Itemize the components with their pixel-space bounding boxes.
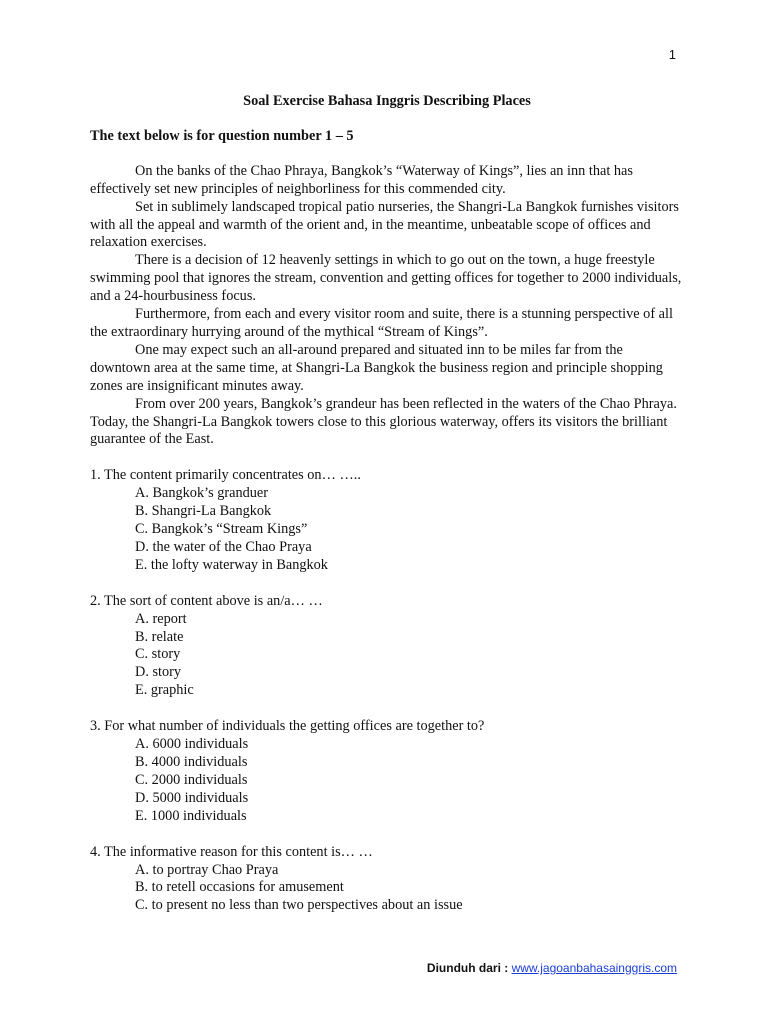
document-title: Soal Exercise Bahasa Inggris Describing Places <box>243 93 531 109</box>
answer-option: B. relate <box>135 628 184 645</box>
question-4 <box>90 844 684 916</box>
footer-label: Diunduh dari : <box>426 961 512 975</box>
answer-option: C. Bangkok’s “Stream Kings” <box>135 521 308 538</box>
section-subtitle: The text below is for question number 1 – 5 <box>90 127 354 144</box>
answer-option: B. Shangri-La Bangkok <box>135 503 272 520</box>
answer-options <box>90 862 684 916</box>
source-link[interactable]: www.jagoanbahasainggris.com <box>511 961 677 975</box>
passage-paragraph: From over 200 years, Bangkok’s grandeur has been reflected in the waters of the Chao Phraya. Today, the Shangri-La Bangkok towers close to this glorious waterway, offers its visitors the brilliant guarantee of the East. <box>90 395 677 448</box>
page-number: 1 <box>668 47 676 62</box>
answer-options <box>90 736 684 826</box>
passage-paragraph: There is a decision of 12 heavenly settings in which to go out on the town, a huge freestyle swimming pool that ignores the stream, convention and getting offices for together to 2000 individuals, and a 24-hourbusiness focus. <box>90 252 682 305</box>
answer-option: B. to retell occasions for amusement <box>135 879 344 896</box>
reading-passage <box>90 163 684 450</box>
page-footer <box>427 961 677 975</box>
answer-option: A. report <box>135 610 187 627</box>
question-text: 4. The informative reason for this content is… … <box>90 843 373 860</box>
document-body <box>90 93 684 915</box>
answer-option: E. the lofty waterway in Bangkok <box>135 556 328 573</box>
passage-paragraph: One may expect such an all-around prepared and situated inn to be miles far from the downtown area at the same time, at Shangri-La Bangkok the business region and principle shopping zones are insignificant minutes away. <box>90 341 663 394</box>
answer-option: E. 1000 individuals <box>135 807 247 824</box>
question-text: 3. For what number of individuals the getting offices are together to? <box>90 718 485 735</box>
question-text: 2. The sort of content above is an/a… … <box>90 592 323 609</box>
passage-paragraph: Furthermore, from each and every visitor room and suite, there is a stunning perspective of all the extraordinary hurrying around of the mythical “Stream of Kings”. <box>90 306 673 340</box>
passage-paragraph: On the banks of the Chao Phraya, Bangkok’s “Waterway of Kings”, lies an inn that has effectively set new principles of neighborliness for this commended city. <box>90 162 633 197</box>
answer-option: A. Bangkok’s granduer <box>135 485 269 502</box>
answer-option: B. 4000 individuals <box>135 754 248 770</box>
question-2 <box>90 593 684 700</box>
question-3 <box>90 718 684 825</box>
answer-option: A. 6000 individuals <box>135 736 249 753</box>
question-1 <box>90 467 684 574</box>
answer-option: D. story <box>135 664 182 681</box>
answer-options <box>90 485 684 575</box>
passage-paragraph: Set in sublimely landscaped tropical patio nurseries, the Shangri-La Bangkok furnishes visitors with all the appeal and warmth of the orient and, in the meantime, unbeatable scope of offices and relaxation exercises. <box>90 198 679 251</box>
answer-option: D. 5000 individuals <box>135 789 249 806</box>
answer-option: D. the water of the Chao Praya <box>135 538 312 555</box>
answer-option: C. to present no less than two perspectives about an issue <box>135 897 463 914</box>
answer-option: E. graphic <box>135 682 194 699</box>
question-text: 1. The content primarily concentrates on… ….. <box>90 467 361 484</box>
answer-options <box>90 611 684 701</box>
answer-option: C. story <box>135 646 181 663</box>
answer-option: C. 2000 individuals <box>135 771 248 788</box>
answer-option: A. to portray Chao Praya <box>135 861 279 878</box>
